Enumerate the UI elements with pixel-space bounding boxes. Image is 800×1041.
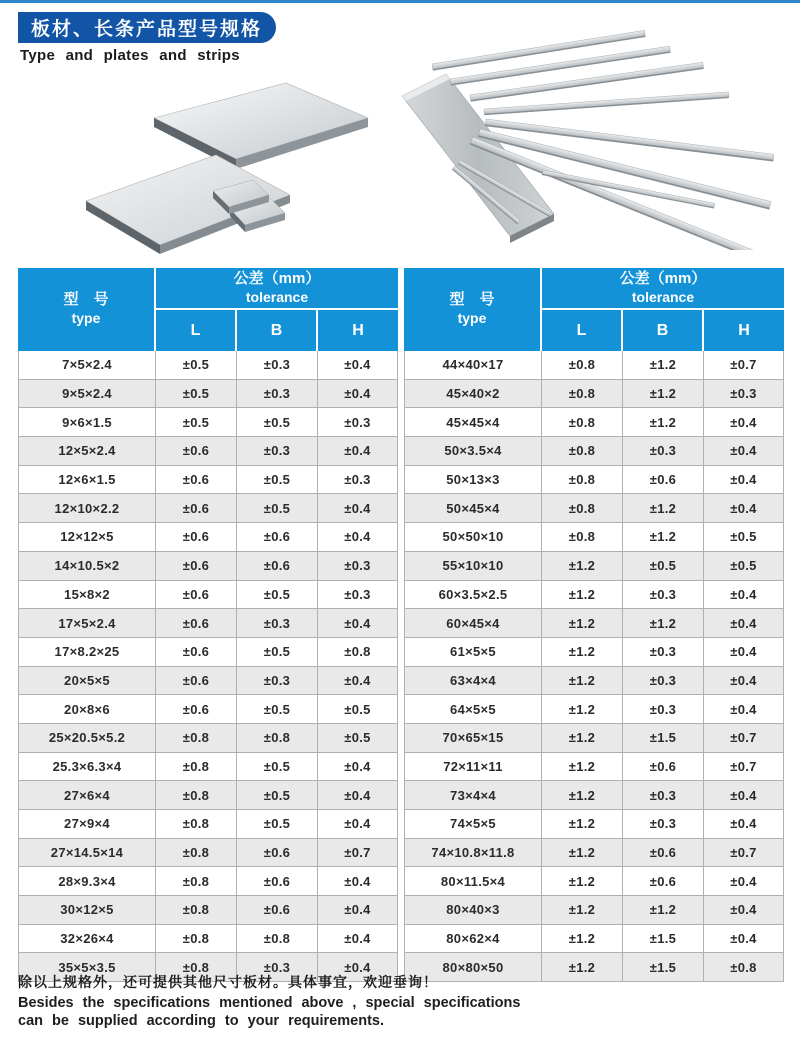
table-header (404, 268, 784, 351)
tolerance-cell: ±0.5 (156, 408, 237, 436)
tolerance-cell: ±1.2 (542, 839, 623, 867)
tolerance-cell: ±1.2 (623, 609, 704, 637)
tolerance-cell: ±0.5 (156, 380, 237, 408)
tolerance-cell: ±0.6 (237, 839, 318, 867)
page-title: 板材、长条产品型号规格 (31, 19, 263, 40)
table-row (405, 667, 783, 696)
type-cell: 50×3.5×4 (405, 437, 542, 465)
tolerance-cell: ±0.3 (237, 667, 318, 695)
table-row (405, 867, 783, 896)
type-cell: 12×5×2.4 (19, 437, 156, 465)
tolerance-cell: ±0.4 (730, 443, 757, 459)
tolerance-cell: ±0.4 (344, 873, 371, 889)
tolerance-cell: ±0.8 (156, 753, 237, 781)
tolerance-cell: ±0.3 (237, 380, 318, 408)
tolerance-cell: ±0.7 (730, 730, 757, 746)
tolerance-cell: ±1.5 (623, 953, 704, 981)
tolerance-cell: ±0.4 (344, 931, 371, 947)
tolerance-cell: ±0.4 (730, 816, 757, 832)
tolerance-cell: ±0.3 (237, 953, 318, 981)
tolerance-cell: ±1.2 (542, 724, 623, 752)
tolerance-cell: ±0.4 (344, 959, 371, 975)
table-row (405, 925, 783, 954)
tolerance-cell: ±0.6 (156, 466, 237, 494)
type-cell: 74×5×5 (405, 810, 542, 838)
type-cell: 80×62×4 (405, 925, 542, 953)
tolerance-cell: ±1.2 (623, 351, 704, 379)
tolerance-cell: ±0.6 (156, 581, 237, 609)
type-cell: 60×3.5×2.5 (405, 581, 542, 609)
tolerance-cell: ±0.4 (344, 443, 371, 459)
tolerance-header (156, 268, 398, 310)
type-cell: 17×5×2.4 (19, 609, 156, 637)
tolerance-cell: ±1.2 (542, 867, 623, 895)
tolerance-cell: ±0.5 (344, 730, 371, 746)
table-row (19, 925, 397, 954)
tolerance-header-en: tolerance (245, 288, 309, 305)
type-cell: 80×11.5×4 (405, 867, 542, 895)
tolerance-cell: ±0.5 (237, 753, 318, 781)
type-cell: 12×6×1.5 (19, 466, 156, 494)
type-cell: 25×20.5×5.2 (19, 724, 156, 752)
tolerance-cell: ±0.6 (156, 523, 237, 551)
tolerance-header-cn: 公差（mm） (619, 269, 707, 287)
tolerance-cell: ±0.4 (344, 816, 371, 832)
tolerance-cell: ±0.5 (237, 466, 318, 494)
tolerance-cell: ±0.7 (730, 357, 757, 373)
tolerance-cell: ±0.3 (237, 351, 318, 379)
tolerance-cell: ±1.2 (542, 581, 623, 609)
tolerance-cell: ±0.3 (623, 437, 704, 465)
tolerance-cell: ±0.4 (730, 472, 757, 488)
tolerance-cell: ±0.7 (730, 845, 757, 861)
tolerance-cell: ±1.2 (542, 638, 623, 666)
type-header (18, 268, 156, 351)
tolerance-cell: ±0.6 (623, 466, 704, 494)
table-row (405, 523, 783, 552)
type-cell: 27×6×4 (19, 781, 156, 809)
type-cell: 12×12×5 (19, 523, 156, 551)
tolerance-cell: ±0.4 (344, 672, 371, 688)
tolerance-cell: ±0.6 (156, 494, 237, 522)
type-cell: 50×13×3 (405, 466, 542, 494)
table-row (19, 552, 397, 581)
tolerance-cell: ±0.4 (344, 902, 371, 918)
table-row (405, 466, 783, 495)
table-row (19, 695, 397, 724)
tolerance-cell: ±0.8 (344, 644, 371, 660)
tolerance-cell: ±0.6 (156, 695, 237, 723)
tolerance-cell: ±0.6 (156, 437, 237, 465)
table-row (19, 581, 397, 610)
page-subtitle: Type and plates and strips (20, 47, 240, 64)
spec-table-right (404, 268, 784, 982)
table-row (405, 581, 783, 610)
type-cell: 63×4×4 (405, 667, 542, 695)
tolerance-cell: ±1.2 (542, 781, 623, 809)
table-row (405, 437, 783, 466)
tolerance-cell: ±0.6 (237, 867, 318, 895)
tolerance-cell: ±0.4 (730, 902, 757, 918)
table-row (405, 638, 783, 667)
type-cell: 9×5×2.4 (19, 380, 156, 408)
table-row (405, 781, 783, 810)
tolerance-cell: ±0.8 (156, 896, 237, 924)
type-cell: 73×4×4 (405, 781, 542, 809)
table-row (19, 781, 397, 810)
type-cell: 17×8.2×25 (19, 638, 156, 666)
type-cell: 45×40×2 (405, 380, 542, 408)
tolerance-cell: ±0.7 (730, 758, 757, 774)
tolerance-cell: ±0.3 (623, 638, 704, 666)
table-row (19, 839, 397, 868)
tolerance-cell: ±0.5 (237, 695, 318, 723)
tolerance-cell: ±0.3 (237, 437, 318, 465)
tolerance-cell: ±0.4 (730, 500, 757, 516)
tolerance-cell: ±1.2 (623, 896, 704, 924)
table-row (19, 523, 397, 552)
table-row (19, 494, 397, 523)
tolerance-cell: ±1.2 (542, 810, 623, 838)
tolerance-cell: ±0.8 (156, 810, 237, 838)
tolerance-cell: ±1.2 (542, 925, 623, 953)
type-cell: 20×5×5 (19, 667, 156, 695)
tolerance-cell: ±0.5 (623, 552, 704, 580)
tolerance-cell: ±0.3 (623, 667, 704, 695)
tolerance-cell: ±0.4 (344, 500, 371, 516)
tolerance-cell: ±1.2 (542, 753, 623, 781)
table-row (19, 753, 397, 782)
type-cell: 27×9×4 (19, 810, 156, 838)
table-row (19, 609, 397, 638)
tolerance-cell: ±0.8 (730, 959, 757, 975)
tolerance-cell: ±1.2 (542, 953, 623, 981)
table-row (19, 437, 397, 466)
tolerance-cell: ±0.5 (237, 638, 318, 666)
col-header-H: H (738, 321, 750, 339)
table-body-left (18, 351, 398, 982)
table-row (405, 494, 783, 523)
type-cell: 74×10.8×11.8 (405, 839, 542, 867)
tolerance-cell: ±0.6 (237, 896, 318, 924)
tolerance-cell: ±0.4 (344, 529, 371, 545)
table-body-right (404, 351, 784, 982)
type-header-en: type (457, 310, 487, 327)
tolerance-cell: ±1.5 (623, 724, 704, 752)
table-row (19, 380, 397, 409)
table-row (405, 552, 783, 581)
type-cell: 20×8×6 (19, 695, 156, 723)
tolerance-header-cn: 公差（mm） (233, 269, 321, 287)
type-cell: 80×40×3 (405, 896, 542, 924)
tolerance-cell: ±0.4 (730, 701, 757, 717)
tolerance-cell: ±0.6 (623, 867, 704, 895)
tolerance-cell: ±0.3 (623, 695, 704, 723)
tolerance-cell: ±0.8 (542, 408, 623, 436)
table-row (405, 896, 783, 925)
tolerance-cell: ±0.4 (344, 357, 371, 373)
plates-illustration (58, 78, 380, 260)
type-cell: 55×10×10 (405, 552, 542, 580)
tolerance-cell: ±0.6 (156, 667, 237, 695)
table-row (19, 896, 397, 925)
tolerance-cell: ±0.8 (542, 523, 623, 551)
type-cell: 30×12×5 (19, 896, 156, 924)
tolerance-cell: ±0.5 (237, 810, 318, 838)
tolerance-cell: ±1.2 (542, 609, 623, 637)
footer-note (18, 972, 538, 1030)
tolerance-cell: ±1.2 (542, 667, 623, 695)
type-cell: 64×5×5 (405, 695, 542, 723)
tolerance-cell: ±0.8 (156, 867, 237, 895)
footer-note-cn: 除以上规格外，还可提供其他尺寸板材。具体事宜，欢迎垂询！ (18, 974, 438, 990)
tolerance-cell: ±0.5 (237, 581, 318, 609)
tolerance-cell: ±0.3 (237, 609, 318, 637)
type-cell: 28×9.3×4 (19, 867, 156, 895)
tolerance-cell: ±0.4 (730, 931, 757, 947)
table-row (405, 810, 783, 839)
type-header-cn: 型 号 (63, 291, 109, 309)
tolerance-cell: ±1.5 (623, 925, 704, 953)
table-row (19, 466, 397, 495)
type-cell: 50×50×10 (405, 523, 542, 551)
table-header (18, 268, 398, 351)
tolerance-cell: ±0.8 (156, 925, 237, 953)
plates-photo (58, 78, 380, 265)
type-header (404, 268, 542, 351)
table-row (405, 609, 783, 638)
spec-table-left (18, 268, 398, 982)
tolerance-cell: ±0.8 (237, 724, 318, 752)
type-cell: 7×5×2.4 (19, 351, 156, 379)
tolerance-header (542, 268, 784, 310)
tolerance-cell: ±1.2 (623, 494, 704, 522)
strips-photo (388, 18, 800, 255)
tolerance-cell: ±0.4 (730, 586, 757, 602)
type-cell: 15×8×2 (19, 581, 156, 609)
type-header-cn: 型 号 (449, 291, 495, 309)
table-row (19, 867, 397, 896)
tolerance-cell: ±0.6 (156, 552, 237, 580)
table-row (405, 724, 783, 753)
type-cell: 32×26×4 (19, 925, 156, 953)
tolerance-cell: ±0.6 (623, 753, 704, 781)
tolerance-cell: ±0.6 (623, 839, 704, 867)
tolerance-cell: ±1.2 (623, 380, 704, 408)
table-row (19, 810, 397, 839)
table-row (19, 638, 397, 667)
type-header-en: type (71, 310, 101, 327)
strips-illustration (388, 18, 800, 250)
tolerance-cell: ±0.5 (237, 408, 318, 436)
table-row (19, 667, 397, 696)
col-header-L: L (156, 310, 237, 351)
tolerance-cell: ±1.2 (542, 552, 623, 580)
table-row (19, 408, 397, 437)
type-cell: 70×65×15 (405, 724, 542, 752)
tolerance-cell: ±0.6 (156, 638, 237, 666)
tolerance-cell: ±0.7 (344, 845, 371, 861)
tolerance-cell: ±0.8 (542, 437, 623, 465)
table-row (405, 753, 783, 782)
tables-wrap (18, 268, 784, 982)
type-cell: 27×14.5×14 (19, 839, 156, 867)
tolerance-header-en: tolerance (631, 288, 695, 305)
tolerance-cell: ±0.3 (623, 810, 704, 838)
tolerance-cell: ±1.2 (623, 523, 704, 551)
tolerance-cell: ±0.4 (344, 787, 371, 803)
type-cell: 60×45×4 (405, 609, 542, 637)
tolerance-cell: ±0.5 (730, 558, 757, 574)
tolerance-cell: ±0.4 (730, 873, 757, 889)
tolerance-cell: ±0.5 (344, 701, 371, 717)
type-cell: 9×6×1.5 (19, 408, 156, 436)
tolerance-cell: ±0.3 (623, 781, 704, 809)
tolerance-cell: ±0.8 (156, 839, 237, 867)
table-row (405, 695, 783, 724)
table-row (405, 839, 783, 868)
tolerance-cell: ±0.4 (730, 787, 757, 803)
tolerance-cell: ±0.8 (542, 466, 623, 494)
type-cell: 61×5×5 (405, 638, 542, 666)
type-cell: 14×10.5×2 (19, 552, 156, 580)
tolerance-cell: ±0.8 (156, 781, 237, 809)
table-row (19, 724, 397, 753)
tolerance-cell: ±0.4 (344, 386, 371, 402)
tolerance-cell: ±1.2 (542, 896, 623, 924)
tolerance-cell: ±0.8 (156, 724, 237, 752)
tolerance-cell: ±0.5 (156, 351, 237, 379)
type-cell: 50×45×4 (405, 494, 542, 522)
tolerance-cell: ±0.4 (730, 672, 757, 688)
type-cell: 25.3×6.3×4 (19, 753, 156, 781)
tolerance-cell: ±0.3 (730, 386, 757, 402)
type-cell: 44×40×17 (405, 351, 542, 379)
tolerance-cell: ±0.4 (730, 615, 757, 631)
tolerance-cell: ±0.3 (344, 586, 371, 602)
table-row (405, 351, 783, 380)
tolerance-cell: ±0.3 (344, 558, 371, 574)
tolerance-cell: ±0.5 (237, 494, 318, 522)
footer-note-en-line2: can be supplied according to your requirements. (18, 1012, 384, 1029)
tolerance-cell: ±0.5 (237, 781, 318, 809)
type-cell: 12×10×2.2 (19, 494, 156, 522)
tolerance-cell: ±0.8 (542, 494, 623, 522)
type-cell: 45×45×4 (405, 408, 542, 436)
tolerance-cell: ±0.6 (156, 609, 237, 637)
page-title-banner (18, 12, 276, 43)
tolerance-cell: ±0.3 (344, 414, 371, 430)
tolerance-cell: ±0.3 (623, 581, 704, 609)
footer-note-en-line1: Besides the specifications mentioned above , special specifications (18, 995, 521, 1011)
type-cell: 80×80×50 (405, 953, 542, 981)
tolerance-cell: ±1.2 (623, 408, 704, 436)
type-cell: 35×5×3.5 (19, 953, 156, 981)
tolerance-cell: ±0.6 (237, 552, 318, 580)
type-cell: 72×11×11 (405, 753, 542, 781)
col-header-B: B (237, 310, 318, 351)
tolerance-cell: ±0.4 (730, 644, 757, 660)
table-row (19, 351, 397, 380)
col-header-B: B (623, 310, 704, 351)
table-row (405, 408, 783, 437)
tolerance-cell: ±0.5 (730, 529, 757, 545)
tolerance-cell: ±0.8 (542, 380, 623, 408)
tolerance-cell: ±1.2 (542, 695, 623, 723)
tolerance-cell: ±0.6 (237, 523, 318, 551)
tolerance-cell: ±0.8 (542, 351, 623, 379)
top-accent-line (0, 0, 800, 3)
col-header-H: H (352, 321, 364, 339)
tolerance-cell: ±0.4 (344, 615, 371, 631)
tolerance-cell: ±0.8 (237, 925, 318, 953)
tolerance-cell: ±0.3 (344, 472, 371, 488)
tolerance-cell: ±0.4 (344, 758, 371, 774)
col-header-L: L (542, 310, 623, 351)
tolerance-cell: ±0.4 (730, 414, 757, 430)
tolerance-cell: ±0.8 (156, 953, 237, 981)
table-row (405, 380, 783, 409)
